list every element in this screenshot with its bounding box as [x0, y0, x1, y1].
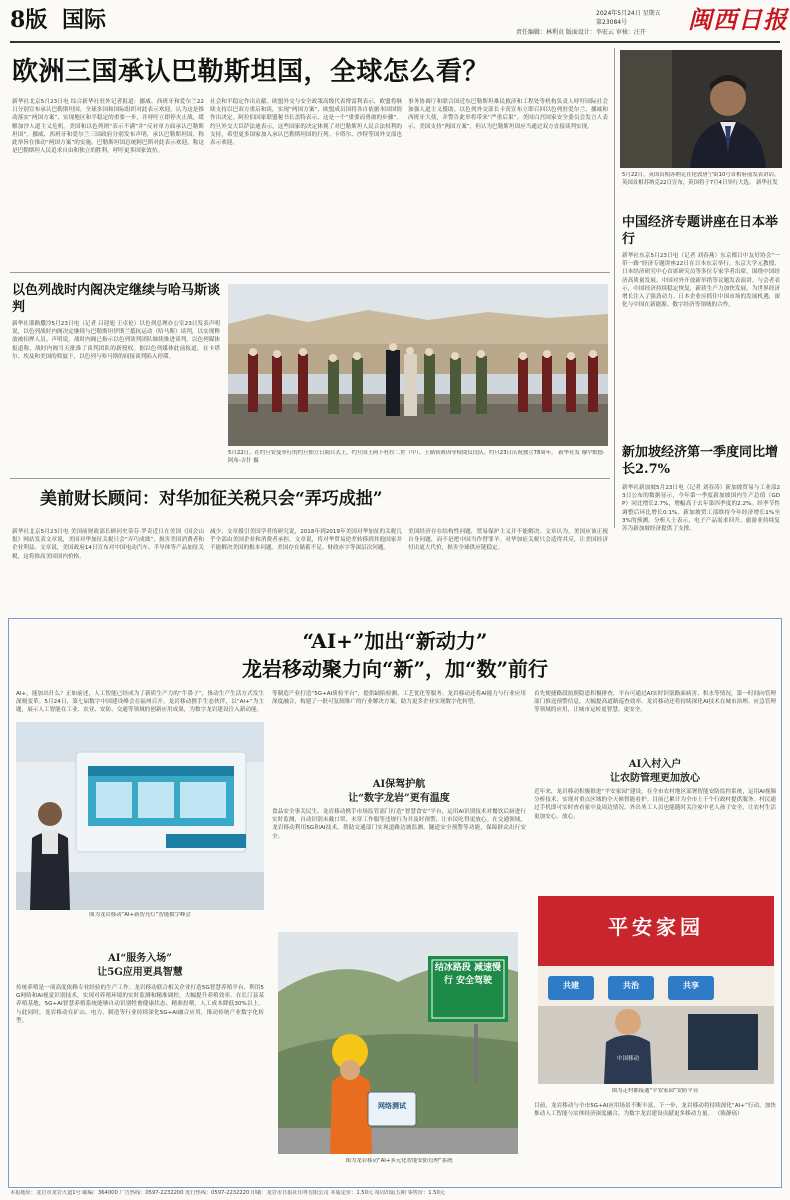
- tariff-title: 美前财长顾问：对华加征关税只会“弄巧成拙”: [40, 489, 383, 509]
- issue-date: 2024年5月24日 星期五: [596, 10, 661, 17]
- road-sign-text: 结冰路段 减速慢行 安全驾驶: [434, 963, 502, 986]
- jordan-parade-photo: [228, 284, 608, 446]
- feature-title-1: “AI+”加出“新动力”: [302, 629, 488, 653]
- feature-col-c: 食品安全事关民生。龙岩移动携手市场监管部门打造“智慧食安”平台，运用AI识别技术对餐饮后厨进行实时监测，自动识别未戴口罩、未穿工作服等违规行为并及时预警，让市民吃得更放心。在交通领域，龙岩移动利用5G和AI技术，帮助交通部门实现道路边坡监测、隧道安全预警等功能，保障群众出行安全。: [272, 809, 526, 840]
- portrait-illustration: [620, 50, 782, 168]
- sign-word-2: 共治: [623, 981, 639, 990]
- singapore-title: 新加坡经济第一季度同比增长2.7%: [622, 445, 779, 477]
- parade-illustration: [228, 284, 608, 446]
- subhead-ai-village: AI入村入户: [628, 759, 682, 770]
- feature-col-d: 首先便捷路段拍照隐患积极排查，平台可通过AI实时识别路面病害、积水等情况，第一时间向管理部门推送预警信息，大幅提高道路巡查效率。龙岩移动还将持续深化AI技术在城市治理、应急管理等领域的应用，让城市运转更智慧、更安全。: [534, 691, 776, 714]
- feature-col-e: 近年来，龙岩移动积极推进“平安家园”建设，在全市农村地区部署智能安防监控系统，运用AI视频分析技术，实现对重点区域的全天候智能看护。目前已累计为全市上千个行政村提供服务。村民通过手机即可实时查看家中及周边情况，外出务工人员也能随时关注家中老人孩子安全，让农村生活更加安心、放心。: [534, 789, 776, 820]
- feature-title-2: 龙岩移动聚力向“新”，加“数”前行: [241, 657, 548, 681]
- exhibit-illustration: [16, 722, 264, 910]
- sign-word-3: 共享: [683, 981, 699, 990]
- china-mobile-vest: 中国移动: [616, 1056, 639, 1062]
- sign-word-1: 共建: [563, 981, 579, 990]
- tariff-body-col2: 减少。文章援引美国学者的研究说，2018年到2019年美国对华加征的关税几乎全部由美国企业和消费者承担。文章说，将对华贸易逆差转移到其他国家并不能解决美国的根本问题。美国存在储蓄不足、财政赤字等深层次问题。: [210, 529, 402, 552]
- tariff-body-col1: 新华社北京5月23日电 美国前财政部长顾问史蒂芬·罗奇近日在美国《国会山报》网站发表文章说，美国对华加征关税只会“弄巧成拙”，损害美国消费者和企业利益。文章说，美国政府14日宣布对中国电动汽车、半导体等产品加征关税，这将推高美国国内价格。: [12, 529, 204, 560]
- lead-body-col3: 事务协调厅和联合国近东巴勒斯坦难民救济和工程处等机构负责人呼吁国际社会加强人道主义援助。以色列外交部长卡茨宣布立即召回以色列驻爱尔兰、挪威和西班牙大使，并警告此举将带来“严重后果”。美国白宫国家安全委员会发言人表示，美国支持“两国方案”，但认为巴勒斯坦国应当通过双方直接谈判实现。: [408, 99, 608, 130]
- masthead: [0, 0, 790, 48]
- safe-home-sign: 平安家园: [608, 915, 704, 939]
- divider: [614, 48, 615, 528]
- singapore-body: 新华社新加坡5月23日电（记者 刘春涛）新加坡贸易与工业部23日公布的数据显示，今年第一季度新加坡国内生产总值（GDP）同比增长2.7%，增幅高于去年第四季度的2.2%。经季节性调整后环比增长0.1%。新加坡贸工部维持今年经济增长1%至3%的预测。分析人士表示，电子产品需求回升、旅游业持续复苏为新加坡经济提供了支撑。: [622, 485, 780, 533]
- tariff-body-col3: 美国经济存在结构性问题，贸易保护主义并不能解决。文章认为，美国应该正视自身问题，而不是把中国当作替罪羊。对华加征关税只会适得其反，让美国经济付出更大代价，损害全球供应链稳定。: [408, 529, 608, 552]
- feature-col-f: 目前，龙岩移动与全市5G+AI应用场景不断丰富，下一步，龙岩移动将持续深化“AI+”行动，加快推动人工智能与实体经济深度融合，为数字龙岩建设贡献更多移动力量。 （陈静瑶）: [534, 1103, 776, 1118]
- section-name: 国际: [62, 7, 107, 33]
- footer-info: 本报地址：龙岩市龙岩大道1号 邮编：364000 广告热线：0597-2232200 发行热线：0597-2232220 印刷：龙岩市日报社印务有限公司 本版定价：1.50元 每周出版五期 零售价：1.50元: [10, 1190, 445, 1196]
- china-lecture-body: 新华社东京5月23日电（记者 刘春燕）东京都日中友好协会“一带一路”经济专题讲座22日在日本东京举行。东京大学元教授、日本经济研究中心首席研究员等多位专家学者出席，围绕中国经济高质量发展、中国对外开放新举措等议题发表演讲。与会者表示，中国经济持续稳定恢复，新质生产力加快发展，为世界经济增长注入了强劲动力。日本企业应抓住中国市场的发展机遇，深化与中国在新能源、数字经济等领域的合作。: [622, 253, 780, 309]
- road-worker-caption: 图为龙岩移动“AI+多元化智能安防管理”系统: [345, 1158, 453, 1164]
- subhead-5g-smart: 让5G应用更具智慧: [97, 967, 183, 978]
- divider: [10, 478, 610, 479]
- subhead-ai-service: AI“服务入场”: [108, 953, 172, 964]
- israel-title: 以色列战时内阁决定继续与哈马斯谈判: [12, 283, 221, 315]
- road-worker-photo: [278, 932, 518, 1154]
- subhead-rural-safety: 让农防管理更加放心: [610, 773, 700, 784]
- safe-home-photo: [538, 896, 774, 1084]
- jordan-caption: 5月22日，在约旦安曼举行的约旦独立日阅兵式上，约旦国王阿卜杜拉二世（中）、王储侯赛因等检阅仪仗队。约旦23日庆祝独立78周年。 新华社发 穆罕默德·阿布-吉什 摄: [228, 450, 605, 464]
- newspaper-logo: 闽西日报: [688, 5, 788, 34]
- ai-exhibit-caption: 图为龙岩移动“AI+新智亮灯”智能数字峰会: [89, 912, 191, 918]
- china-lecture-title: 中国经济专题讲座在日本举行: [622, 215, 779, 247]
- feature-col-a: 传统养殖是一项高度依赖专业经验的生产工作。龙岩移动联合相关企业打造5G智慧养殖平台，利用5G网络和AI视觉识别技术，实现对养殖环境的实时监测和精准调控，大幅提升养殖效率。在长汀县某养殖基地，5G+AI智慧养殖系统能够自动识别牲畜健康状态、精准投喂，人工成本降低30%以上。与此同时，龙岩移动在矿山、电力、制造等行业持续深化5G+AI融合应用，推动传统产业数字化转型。: [16, 985, 264, 1024]
- safe-home-caption: 图为走村都接通“平安家园”安防平台: [611, 1088, 699, 1094]
- subhead-ai-guard: AI保驾护航: [372, 779, 426, 790]
- masthead-rule: [10, 41, 780, 43]
- tablet-screen-text: 网络测试: [378, 1102, 406, 1110]
- editor-credits: 责任编辑：林利贞 版面设计：李宏云 审核：汪开: [516, 29, 646, 36]
- divider: [10, 272, 610, 273]
- lead-headline: 欧洲三国承认巴勒斯坦国，全球怎么看？: [12, 57, 490, 87]
- lead-body-col1: 新华社北京5月23日电 综合新华社驻外记者报道：挪威、西班牙和爱尔兰22日分别宣布承认巴勒斯坦国。全球多国和国际组织对此表示欢迎，认为这是推动落实“两国方案”、实现地区和平稳定的重要一步，并呼吁立即停火止战，缓解加沙人道主义危机。美国和以色列则“表示不满”并“反对单方面承认巴勒斯坦国”。挪威、西班牙和爱尔兰三国政府分别发布声明，承认巴勒斯坦国，称此举旨在推动“两国方案”的实施。巴勒斯坦国总统阿巴斯对此表示欢迎，称这是巴勒斯坦人民追求自由和独立的胜利，呼吁更多国家效仿。: [12, 99, 204, 155]
- page-number: 8版: [10, 7, 48, 33]
- subhead-digital-longyan: 让“数字龙岩”更有温度: [348, 793, 450, 804]
- rishi-caption: 5月22日，英国首相苏纳克在伦敦唐宁街10号首相府前发表讲话。英国首相苏纳克22日宣布，英国将于7月4日举行大选。 新华社发: [622, 172, 780, 186]
- feature-intro: AI+，能加出什么？正如前述，人工智能已经成为了新质生产力的“牛鼻子”，推动生产生活方式发生深刻变革。5月24日，第七届数字中国建设峰会在福州召开。龙岩移动携手生态伙伴，以“AI+”为主题，展示人工智能在工业、农业、安防、交通等领域的创新应用成果，为数字龙岩建设注入新动能。: [16, 691, 264, 714]
- issue-number: 第23084号: [596, 19, 628, 26]
- rishi-sunak-photo: [620, 50, 782, 168]
- lead-body-col2: 社会和平稳定作出贡献。欧盟外交与安全政策高级代表博雷利表示，欧盟将继续支持以巴双方重启和谈，实现“两国方案”，欧盟成员国将各自依据本国国情作出决定。阿拉伯国家联盟秘书长盖特表示，这是一个“重要而勇敢的步骤”。约旦外交大臣萨法迪表示，这些国家的决定体现了对巴勒斯坦人民合法权利的支持，希望更多国家加入承认巴勒斯坦国的行列。卡塔尔、沙特等国外交部也表示欢迎。: [210, 99, 402, 147]
- ai-exhibit-photo: [16, 722, 264, 910]
- feature-col-b: 等制造产业打造“5G+AI质检平台”，提供缺陷检测、工艺优化等服务。龙岩移动还将AI能力与行业应用深度融合，构建了一批可复制推广的行业解决方案，助力更多企业实现数字化转型。: [272, 691, 526, 706]
- israel-body: 新华社耶路撒冷5月23日电（记者 吕迎旭 王卓伦）以色列总理办公室23日发表声明说，以色列战时内阁决定继续与巴勒斯坦伊斯兰抵抗运动（哈马斯）谈判，以实现释放被扣押人员。声明说，战时内阁已指示以色列谈判团队继续推进谈判。以色列媒体报道称，战时内阁当天批准了谈判团队的新授权。据以色列媒体此前报道，在卡塔尔、埃及和美国的斡旋下，以色列与哈马斯的间接谈判陷入停滞。: [12, 321, 220, 360]
